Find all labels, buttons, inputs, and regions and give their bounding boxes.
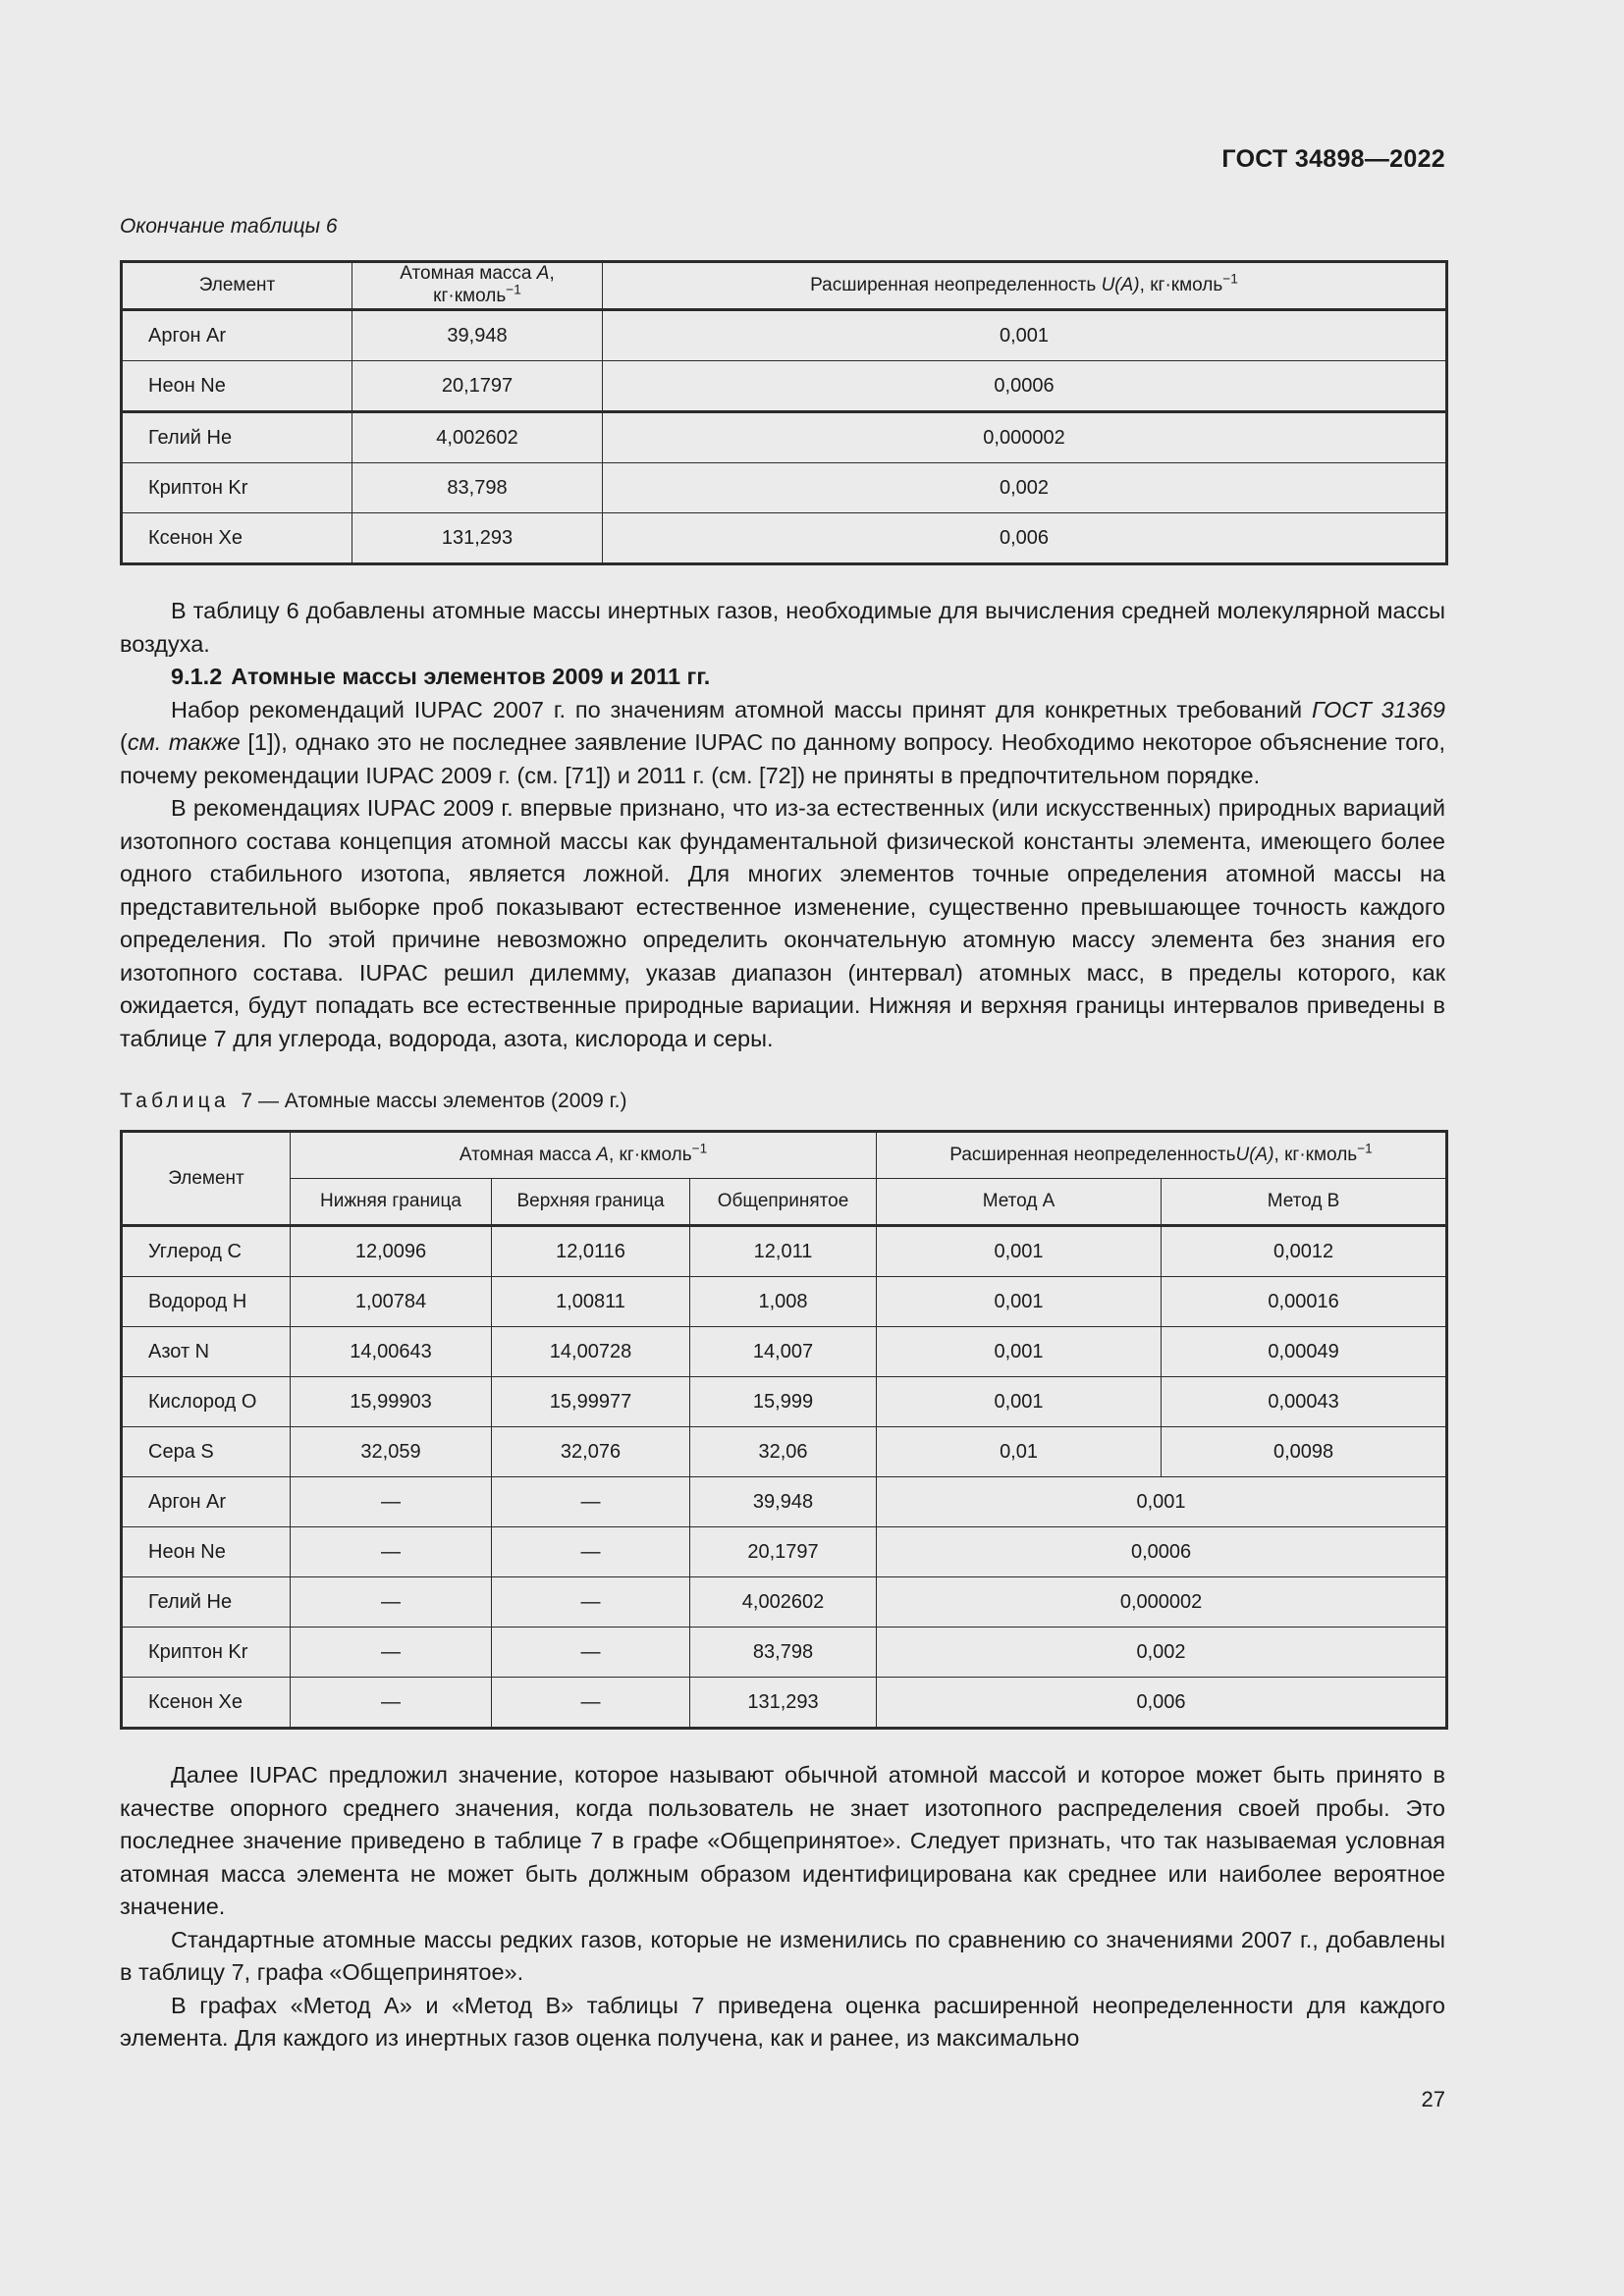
- table7-col-upper-bound: Верхняя граница: [492, 1179, 690, 1226]
- table7-cell-upper: 32,076: [492, 1427, 690, 1477]
- table-row: [122, 1577, 1447, 1628]
- table-row: [122, 513, 1447, 564]
- table6-cell-mass: 83,798: [352, 463, 603, 513]
- table7-cell-element: Гелий He: [122, 1577, 291, 1628]
- table-row: [122, 1628, 1447, 1678]
- table6-cell-uncertainty: 0,002: [603, 463, 1447, 513]
- table7-group-mass-symbol: A: [596, 1145, 609, 1166]
- table7-cell-upper: 1,00811: [492, 1277, 690, 1327]
- table7-group-mass-exponent: −1: [691, 1141, 708, 1156]
- paragraph-table6-note: В таблицу 6 добавлены атомные массы инертных газов, необходимые для вычисления средней молекулярной массы воздуха.: [120, 598, 1445, 657]
- table6-col-atomic-mass-prefix: Атомная масса: [400, 263, 537, 285]
- table7-cell-element: Сера S: [122, 1427, 291, 1477]
- table7-cell-uncertainty-merged: 0,006: [877, 1678, 1447, 1729]
- table7-cell-lower: 12,0096: [291, 1226, 492, 1277]
- table7-cell-conventional: 15,999: [690, 1377, 877, 1427]
- table7-cell-element: Криптон Kr: [122, 1628, 291, 1678]
- table-row: [122, 463, 1447, 513]
- table7-group-unc-suffix: , кг·кмоль: [1273, 1145, 1358, 1166]
- table7-cell-element: Неон Ne: [122, 1527, 291, 1577]
- table7-cell-element: Углерод C: [122, 1226, 291, 1277]
- table7-cell-method-b: 0,0012: [1162, 1226, 1447, 1277]
- table-row: [122, 412, 1447, 463]
- table7-group-unc-exponent: −1: [1357, 1141, 1373, 1156]
- table6-col-uncertainty-suffix: , кг·кмоль: [1139, 274, 1223, 295]
- table6-cell-element: Криптон Kr: [122, 463, 352, 513]
- table7-cell-lower: 32,059: [291, 1427, 492, 1477]
- paragraph-conventional-atomic-mass: Далее IUPAC предложил значение, которое называют обычной атомной массой и которое может быть принято в качестве опорного среднего значения, когда пользователь не знает изотопного распределения своей пробы. Это последнее значение приведено в таблице 7 в графе «Общепринятое». Следует признать, что так называемая условная атомная масса элемента не может быть должным образом идентифицирована как среднее или наиболее вероятное значение.: [120, 1762, 1445, 1920]
- table6-col-uncertainty: [603, 262, 1447, 310]
- paragraph-part-c: [1]), однако это не последнее заявление IUPAC по данному вопросу. Необходимо некоторое объяснение того, почему рекомендации IUPAC 2009 г. (см. [71]) и 2011 г. (см. [72]) не приняты в предпочтительном порядке.: [120, 729, 1445, 788]
- table7-group-uncertainty: [877, 1132, 1447, 1179]
- table7-cell-upper: 12,0116: [492, 1226, 690, 1277]
- table7-cell-lower: 15,99903: [291, 1377, 492, 1427]
- table7-cell-uncertainty-merged: 0,0006: [877, 1527, 1447, 1577]
- table7-cell-method-a: 0,001: [877, 1277, 1162, 1327]
- table6-cell-mass: 20,1797: [352, 361, 603, 412]
- table7-cell-conventional: 131,293: [690, 1678, 877, 1729]
- table-7-header-row-groups: [122, 1132, 1447, 1179]
- table-6-atomic-masses: [120, 260, 1448, 565]
- table7-group-unc-symbol: U(A): [1235, 1145, 1274, 1166]
- table7-cell-conventional: 39,948: [690, 1477, 877, 1527]
- table-row: [122, 1427, 1447, 1477]
- table7-col-lower-bound: Нижняя граница: [291, 1179, 492, 1226]
- table7-col-method-a: Метод A: [877, 1179, 1162, 1226]
- page-number: 27: [1421, 2087, 1445, 2111]
- table7-cell-upper: —: [492, 1477, 690, 1527]
- paragraph-part-a: Набор рекомендаций IUPAC 2007 г. по значениям атомной массы принят для конкретных требований: [171, 696, 1312, 722]
- table7-cell-element: Водород H: [122, 1277, 291, 1327]
- table7-cell-method-b: 0,00043: [1162, 1377, 1447, 1427]
- table7-cell-element: Азот N: [122, 1327, 291, 1377]
- table6-cell-element: Гелий He: [122, 412, 352, 463]
- table6-cell-uncertainty: 0,0006: [603, 361, 1447, 412]
- table-6-body: [122, 310, 1447, 564]
- table7-cell-uncertainty-merged: 0,000002: [877, 1577, 1447, 1628]
- paragraph-noble-gases-standard-masses: Стандартные атомные массы редких газов, которые не изменились по сравнению со значениями 2007 г., добавлены в таблицу 7, графа «Общепринятое».: [120, 1926, 1445, 1986]
- paragraph-part-b: (: [120, 729, 128, 756]
- table7-col-element: Элемент: [122, 1132, 291, 1226]
- table6-col-atomic-mass-exponent: −1: [506, 282, 521, 297]
- reference-gost-31369: ГОСТ 31369: [1311, 696, 1445, 722]
- table7-cell-uncertainty-merged: 0,001: [877, 1477, 1447, 1527]
- table7-cell-lower: 14,00643: [291, 1327, 492, 1377]
- running-header-standard-id: ГОСТ 34898—2022: [1221, 145, 1445, 173]
- table-row: [122, 1327, 1447, 1377]
- table7-cell-upper: —: [492, 1527, 690, 1577]
- table7-cell-lower: 1,00784: [291, 1277, 492, 1327]
- table7-cell-method-b: 0,00049: [1162, 1327, 1447, 1377]
- table7-cell-lower: —: [291, 1678, 492, 1729]
- paragraph-iupac-2009-recommendations: В рекомендациях IUPAC 2009 г. впервые признано, что из-за естественных (или искусственных) природных вариаций изотопного состава концепция атомной массы как фундаментальной физической константы элемента, имеющего более одного стабильного изотопа, является ложной. Для многих элементов точные определения атомной массы на представительной выборке проб показывают естественное изменение, существенно превышающее точность каждого определения. По этой причине невозможно определить окончательную атомную массу элемента без знания его изотопного состава. IUPAC решил дилемму, указав диапазон (интервал) атомных масс, в пределы которого, как ожидается, будут попадать все естественные природные вариации. Нижняя и верхняя границы интервалов приведены в таблице 7 для углерода, водорода, азота, кислорода и серы.: [120, 795, 1445, 1051]
- table6-col-atomic-mass-symbol: A: [536, 263, 550, 285]
- table7-col-method-b: Метод B: [1162, 1179, 1447, 1226]
- table6-cell-mass: 131,293: [352, 513, 603, 564]
- table-row: [122, 361, 1447, 412]
- table-7-atomic-masses-2009: [120, 1130, 1448, 1730]
- table6-cell-uncertainty: 0,000002: [603, 412, 1447, 463]
- table-6-head: [122, 262, 1447, 310]
- paragraph-iupac-2007: [120, 694, 1445, 793]
- table-row: [122, 1377, 1447, 1427]
- table7-cell-method-a: 0,01: [877, 1427, 1162, 1477]
- table7-cell-upper: 15,99977: [492, 1377, 690, 1427]
- table7-cell-conventional: 14,007: [690, 1327, 877, 1377]
- see-also-italic: см. также: [127, 729, 241, 756]
- table7-cell-lower: —: [291, 1477, 492, 1527]
- table7-group-mass-suffix: , кг·кмоль: [608, 1145, 692, 1166]
- table-6-header-row: [122, 262, 1447, 310]
- table7-col-conventional: Общепринятое: [690, 1179, 877, 1226]
- section-heading-text: Атомные массы элементов 2009 и 2011 гг.: [231, 664, 711, 690]
- table-row: [122, 1678, 1447, 1729]
- table7-cell-upper: —: [492, 1577, 690, 1628]
- paragraph-methods-a-b: В графах «Метод A» и «Метод B» таблицы 7 приведена оценка расширенной неопределенности для каждого элемента. Для каждого из инертных газов оценка получена, как и ранее, из максимально: [120, 1992, 1445, 2052]
- table7-caption-word: Таблица: [120, 1090, 230, 1113]
- table6-cell-element: Неон Ne: [122, 361, 352, 412]
- table7-cell-conventional: 4,002602: [690, 1577, 877, 1628]
- table7-cell-element: Аргон Ar: [122, 1477, 291, 1527]
- table7-cell-upper: —: [492, 1628, 690, 1678]
- table6-col-uncertainty-prefix: Расширенная неопределенность: [810, 274, 1102, 295]
- table7-group-mass-prefix: Атомная масса: [459, 1145, 597, 1166]
- table-7-header-row-subcolumns: [122, 1179, 1447, 1226]
- table7-cell-lower: —: [291, 1577, 492, 1628]
- table7-cell-upper: —: [492, 1678, 690, 1729]
- table6-continuation-note: Окончание таблицы 6: [120, 215, 338, 238]
- table7-caption-number: 7: [241, 1090, 253, 1113]
- table7-cell-method-b: 0,00016: [1162, 1277, 1447, 1327]
- table-row: [122, 310, 1447, 361]
- table7-cell-upper: 14,00728: [492, 1327, 690, 1377]
- table6-cell-uncertainty: 0,006: [603, 513, 1447, 564]
- table6-col-uncertainty-symbol: U(A): [1101, 274, 1140, 295]
- table7-cell-element: Кислород O: [122, 1377, 291, 1427]
- table7-caption-rest: — Атомные массы элементов (2009 г.): [257, 1090, 627, 1113]
- table7-cell-method-a: 0,001: [877, 1226, 1162, 1277]
- table-row: [122, 1527, 1447, 1577]
- table-7-body: [122, 1226, 1447, 1729]
- table-row: [122, 1226, 1447, 1277]
- table6-col-element: Элемент: [122, 262, 352, 310]
- table6-cell-element: Ксенон Xe: [122, 513, 352, 564]
- table7-cell-conventional: 20,1797: [690, 1527, 877, 1577]
- table6-col-atomic-mass: [352, 262, 603, 310]
- table7-cell-method-a: 0,001: [877, 1327, 1162, 1377]
- page-content: [120, 214, 1445, 2056]
- table6-cell-mass: 39,948: [352, 310, 603, 361]
- table7-cell-method-b: 0,0098: [1162, 1427, 1447, 1477]
- table7-cell-element: Ксенон Xe: [122, 1678, 291, 1729]
- table7-cell-uncertainty-merged: 0,002: [877, 1628, 1447, 1678]
- table7-cell-method-a: 0,001: [877, 1377, 1162, 1427]
- table6-cell-mass: 4,002602: [352, 412, 603, 463]
- table7-cell-conventional: 83,798: [690, 1628, 877, 1678]
- section-heading-number: 9.1.2: [171, 664, 223, 690]
- table-row: [122, 1477, 1447, 1527]
- table-7-head: [122, 1132, 1447, 1226]
- table-row: [122, 1277, 1447, 1327]
- table7-group-unc-prefix: Расширенная неопределенность: [949, 1145, 1236, 1166]
- table7-cell-conventional: 32,06: [690, 1427, 877, 1477]
- table7-cell-lower: —: [291, 1628, 492, 1678]
- table7-cell-lower: —: [291, 1527, 492, 1577]
- table7-cell-conventional: 1,008: [690, 1277, 877, 1327]
- table7-cell-conventional: 12,011: [690, 1226, 877, 1277]
- table6-cell-uncertainty: 0,001: [603, 310, 1447, 361]
- table7-caption: [120, 1089, 1445, 1114]
- section-heading-9-1-2: [120, 661, 1445, 694]
- table6-col-atomic-mass-suffix: , кг·кмоль: [433, 263, 555, 307]
- table7-group-atomic-mass: [291, 1132, 877, 1179]
- table6-cell-element: Аргон Ar: [122, 310, 352, 361]
- table6-col-uncertainty-exponent: −1: [1222, 271, 1238, 287]
